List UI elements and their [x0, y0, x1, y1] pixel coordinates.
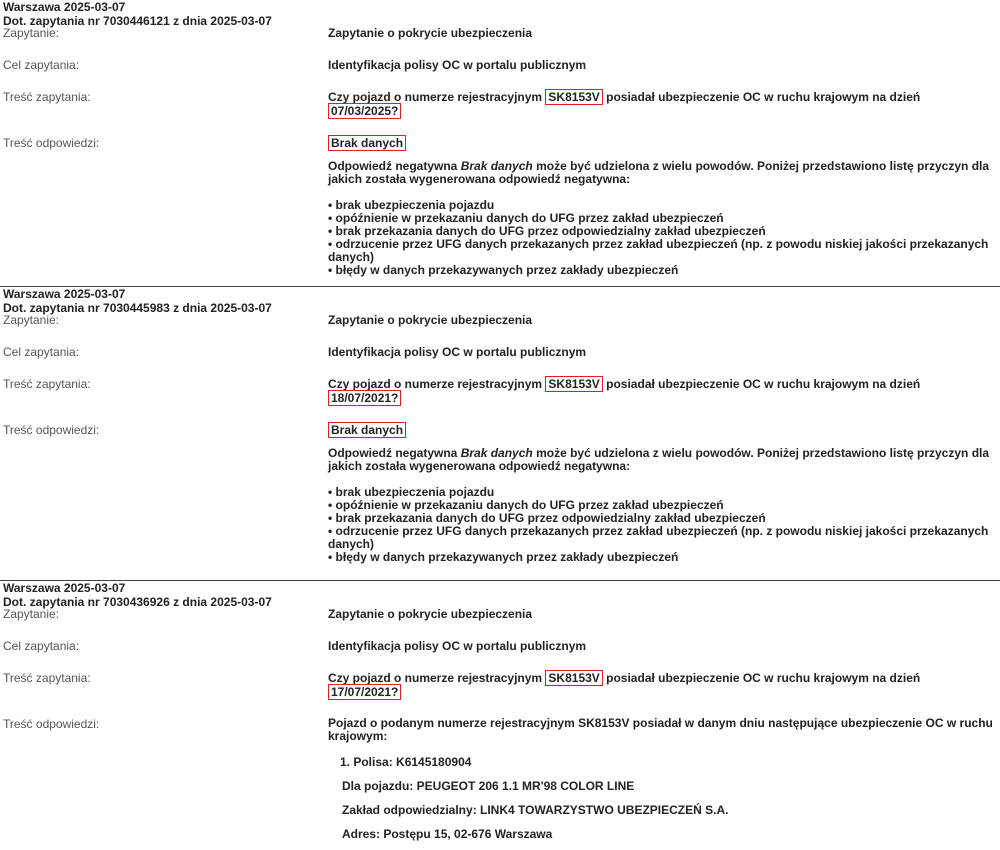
- purpose-value: Identyfikacja polisy OC w portalu publicznym: [328, 639, 587, 653]
- query-date-highlight: 17/07/2021?: [328, 684, 401, 700]
- positive-answer-text: Pojazd o podanym numerze rejestracyjnym SK8153V posiadał w danym dniu następujące ubezpieczenie OC w ruchu krajowym:: [328, 716, 993, 743]
- list-item: • brak ubezpieczenia pojazdu: [328, 199, 994, 212]
- list-item: • błędy w danych przekazywanych przez zakłady ubezpieczeń: [328, 551, 994, 564]
- content-pre: Czy pojazd o numerze rejestracyjnym: [328, 671, 543, 685]
- query-date-highlight: 07/03/2025?: [328, 103, 401, 119]
- policy-insurer: Zakład odpowiedzialny: LINK4 TOWARZYSTWO UBEZPIECZEŃ S.A.: [342, 803, 729, 817]
- content-pre: Czy pojazd o numerze rejestracyjnym: [328, 377, 543, 391]
- answer-status-highlight: Brak danych: [328, 135, 406, 151]
- content-value: [328, 90, 1000, 118]
- list-item: • błędy w danych przekazywanych przez zakłady ubezpieczeń: [328, 264, 994, 277]
- explanation-pre: Odpowiedź negatywna: [328, 446, 458, 460]
- answer-value: [328, 423, 1000, 564]
- query-record-1: [0, 0, 1000, 286]
- purpose-value: Identyfikacja polisy OC w portalu publicznym: [328, 345, 587, 359]
- list-item: • opóźnienie w przekazaniu danych do UFG przez zakład ubezpieczeń: [328, 212, 994, 225]
- list-item: • brak przekazania danych do UFG przez odpowiedzialny zakład ubezpieczeń: [328, 225, 994, 238]
- query-label: Zapytanie:: [3, 607, 60, 621]
- content-mid: posiadał ubezpieczenie OC w ruchu krajowym na dzień: [606, 671, 921, 685]
- list-item: • odrzucenie przez UFG danych przekazanych przez zakład ubezpieczeń (np. z powodu niskiej jakości przekazanych danych): [328, 525, 994, 551]
- list-item: • odrzucenie przez UFG danych przekazanych przez zakład ubezpieczeń (np. z powodu niskiej jakości przekazanych danych): [328, 238, 994, 264]
- policy-address: Adres: Postępu 15, 02-676 Warszawa: [342, 827, 553, 841]
- negative-answer-explanation: [328, 447, 994, 473]
- content-label: Treść zapytania:: [3, 90, 91, 104]
- list-item: • brak przekazania danych do UFG przez odpowiedzialny zakład ubezpieczeń: [328, 512, 994, 525]
- purpose-label: Cel zapytania:: [3, 345, 80, 359]
- explanation-em: Brak danych: [460, 159, 533, 173]
- content-value: [328, 671, 1000, 699]
- query-date-highlight: 18/07/2021?: [328, 390, 401, 406]
- purpose-value: Identyfikacja polisy OC w portalu publicznym: [328, 58, 587, 72]
- answer-label: Treść odpowiedzi:: [3, 136, 100, 150]
- query-record-3: [0, 580, 1000, 849]
- answer-value: [328, 136, 1000, 277]
- query-label: Zapytanie:: [3, 313, 60, 327]
- purpose-label: Cel zapytania:: [3, 58, 80, 72]
- policy-vehicle: Dla pojazdu: PEUGEOT 206 1.1 MR'98 COLOR LINE: [342, 779, 635, 793]
- list-item: • brak ubezpieczenia pojazdu: [328, 486, 994, 499]
- query-label: Zapytanie:: [3, 26, 60, 40]
- explanation-post: może być udzielona z wielu powodów. Poniżej przedstawiono listę przyczyn dla jakich została wygenerowana odpowiedź negatywna:: [328, 159, 990, 186]
- policy-item: 1. Polisa: K6145180904: [340, 755, 472, 769]
- explanation-em: Brak danych: [460, 446, 533, 460]
- explanation-pre: Odpowiedź negatywna: [328, 159, 458, 173]
- record-city-date: Warszawa 2025-03-07: [3, 581, 126, 595]
- content-pre: Czy pojazd o numerze rejestracyjnym: [328, 90, 543, 104]
- reasons-list: [328, 199, 994, 277]
- plate-number-highlight: SK8153V: [545, 376, 602, 392]
- purpose-label: Cel zapytania:: [3, 639, 80, 653]
- answer-value: [328, 717, 1000, 841]
- record-reference: Dot. zapytania nr 7030445983 z dnia 2025-03-07: [3, 301, 272, 315]
- answer-status-highlight: Brak danych: [328, 422, 406, 438]
- content-mid: posiadał ubezpieczenie OC w ruchu krajowym na dzień: [606, 377, 921, 391]
- query-value: Zapytanie o pokrycie ubezpieczenia: [328, 313, 533, 327]
- negative-answer-explanation: [328, 160, 994, 186]
- content-label: Treść zapytania:: [3, 671, 91, 685]
- query-record-2: [0, 286, 1000, 580]
- answer-label: Treść odpowiedzi:: [3, 423, 100, 437]
- record-reference: Dot. zapytania nr 7030446121 z dnia 2025-03-07: [3, 14, 272, 28]
- answer-label: Treść odpowiedzi:: [3, 717, 100, 731]
- record-city-date: Warszawa 2025-03-07: [3, 0, 126, 14]
- content-value: [328, 377, 1000, 405]
- plate-number-highlight: SK8153V: [545, 89, 602, 105]
- list-item: • opóźnienie w przekazaniu danych do UFG przez zakład ubezpieczeń: [328, 499, 994, 512]
- reasons-list: [328, 486, 994, 564]
- content-label: Treść zapytania:: [3, 377, 91, 391]
- plate-number-highlight: SK8153V: [545, 670, 602, 686]
- query-value: Zapytanie o pokrycie ubezpieczenia: [328, 607, 533, 621]
- content-mid: posiadał ubezpieczenie OC w ruchu krajowym na dzień: [606, 90, 921, 104]
- record-reference: Dot. zapytania nr 7030436926 z dnia 2025-03-07: [3, 595, 272, 609]
- query-value: Zapytanie o pokrycie ubezpieczenia: [328, 26, 533, 40]
- record-city-date: Warszawa 2025-03-07: [3, 287, 126, 301]
- explanation-post: może być udzielona z wielu powodów. Poniżej przedstawiono listę przyczyn dla jakich została wygenerowana odpowiedź negatywna:: [328, 446, 990, 473]
